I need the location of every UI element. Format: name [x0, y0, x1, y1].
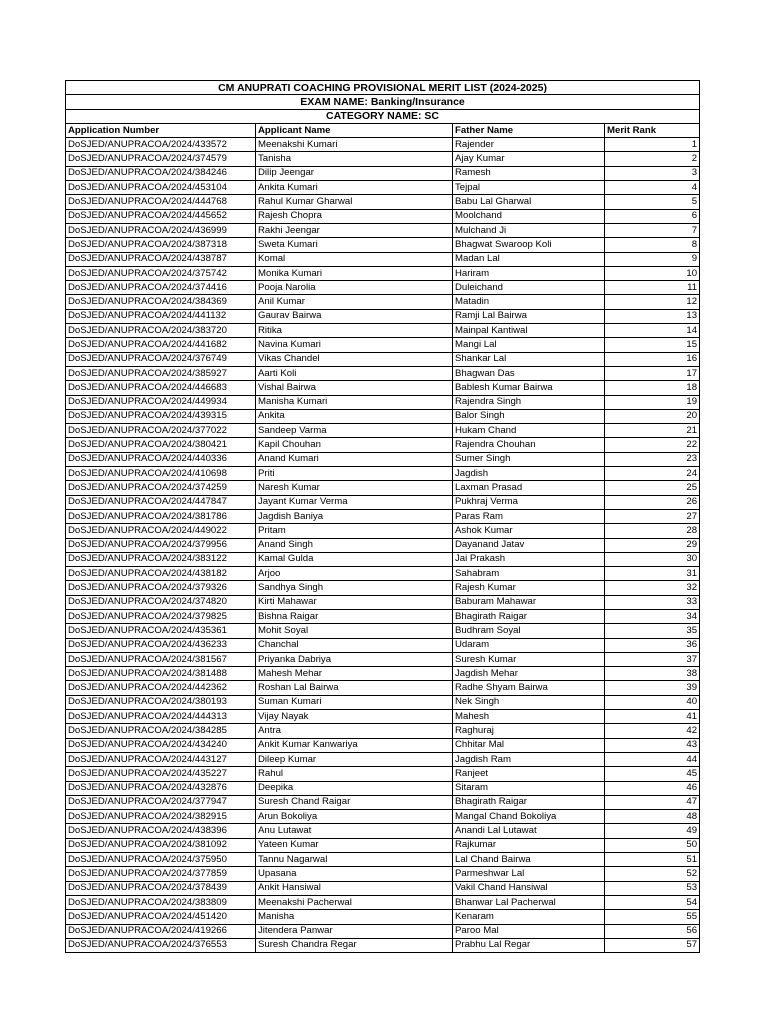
father-name-cell: Duleichand [453, 281, 605, 295]
application-number-cell: DoSJED/ANUPRACOA/2024/380421 [66, 438, 256, 452]
merit-rank-cell: 53 [605, 881, 700, 895]
merit-rank-cell: 45 [605, 767, 700, 781]
application-number-cell: DoSJED/ANUPRACOA/2024/441132 [66, 309, 256, 323]
application-number-cell: DoSJED/ANUPRACOA/2024/381092 [66, 838, 256, 852]
application-number-cell: DoSJED/ANUPRACOA/2024/374579 [66, 152, 256, 166]
application-number-cell: DoSJED/ANUPRACOA/2024/374259 [66, 481, 256, 495]
father-name-cell: Jai Prakash [453, 552, 605, 566]
father-name-cell: Suresh Kumar [453, 652, 605, 666]
document-title: CM ANUPRATI COACHING PROVISIONAL MERIT LIST (2024-2025) [66, 81, 700, 95]
application-number-cell: DoSJED/ANUPRACOA/2024/446683 [66, 381, 256, 395]
application-number-cell: DoSJED/ANUPRACOA/2024/383122 [66, 552, 256, 566]
merit-rank-cell: 36 [605, 638, 700, 652]
father-name-cell: Hukam Chand [453, 424, 605, 438]
merit-rank-cell: 51 [605, 853, 700, 867]
merit-rank-cell: 54 [605, 895, 700, 909]
table-row [66, 924, 700, 938]
column-header-merit-rank: Merit Rank [605, 123, 700, 137]
applicant-name-cell: Sweta Kumari [256, 238, 453, 252]
applicant-name-cell: Pritam [256, 524, 453, 538]
applicant-name-cell: Anand Singh [256, 538, 453, 552]
table-row [66, 824, 700, 838]
merit-rank-cell: 15 [605, 338, 700, 352]
application-number-cell: DoSJED/ANUPRACOA/2024/377022 [66, 424, 256, 438]
father-name-cell: Madan Lal [453, 252, 605, 266]
applicant-name-cell: Rajesh Chopra [256, 209, 453, 223]
father-name-cell: Moolchand [453, 209, 605, 223]
father-name-cell: Anandi Lal Lutawat [453, 824, 605, 838]
applicant-name-cell: Jagdish Baniya [256, 509, 453, 523]
table-row [66, 495, 700, 509]
merit-rank-cell: 28 [605, 524, 700, 538]
merit-rank-cell: 19 [605, 395, 700, 409]
application-number-cell: DoSJED/ANUPRACOA/2024/445652 [66, 209, 256, 223]
merit-rank-cell: 13 [605, 309, 700, 323]
table-row [66, 810, 700, 824]
applicant-name-cell: Priyanka Dabriya [256, 652, 453, 666]
father-name-cell: Udaram [453, 638, 605, 652]
table-row [66, 481, 700, 495]
application-number-cell: DoSJED/ANUPRACOA/2024/435361 [66, 624, 256, 638]
table-row [66, 838, 700, 852]
table-row [66, 552, 700, 566]
table-row [66, 223, 700, 237]
applicant-name-cell: Dileep Kumar [256, 752, 453, 766]
exam-name: EXAM NAME: Banking/Insurance [66, 95, 700, 109]
application-number-cell: DoSJED/ANUPRACOA/2024/387318 [66, 238, 256, 252]
merit-rank-cell: 44 [605, 752, 700, 766]
father-name-cell: Bhagirath Raigar [453, 609, 605, 623]
merit-rank-cell: 43 [605, 738, 700, 752]
table-row [66, 395, 700, 409]
table-row [66, 795, 700, 809]
table-row [66, 309, 700, 323]
applicant-name-cell: Roshan Lal Bairwa [256, 681, 453, 695]
applicant-name-cell: Kirti Mahawar [256, 595, 453, 609]
merit-rank-cell: 20 [605, 409, 700, 423]
table-row [66, 724, 700, 738]
merit-rank-cell: 21 [605, 424, 700, 438]
table-row [66, 681, 700, 695]
table-row [66, 266, 700, 280]
table-row [66, 752, 700, 766]
father-name-cell: Ashok Kumar [453, 524, 605, 538]
father-name-cell: Sumer Singh [453, 452, 605, 466]
application-number-cell: DoSJED/ANUPRACOA/2024/377947 [66, 795, 256, 809]
applicant-name-cell: Aarti Koli [256, 366, 453, 380]
father-name-cell: Bhanwar Lal Pacherwal [453, 895, 605, 909]
application-number-cell: DoSJED/ANUPRACOA/2024/379326 [66, 581, 256, 595]
application-number-cell: DoSJED/ANUPRACOA/2024/375950 [66, 853, 256, 867]
application-number-cell: DoSJED/ANUPRACOA/2024/438787 [66, 252, 256, 266]
father-name-cell: Raghuraj [453, 724, 605, 738]
table-row [66, 652, 700, 666]
application-number-cell: DoSJED/ANUPRACOA/2024/410698 [66, 467, 256, 481]
application-number-cell: DoSJED/ANUPRACOA/2024/438182 [66, 567, 256, 581]
table-row [66, 881, 700, 895]
merit-rank-cell: 12 [605, 295, 700, 309]
merit-rank-cell: 26 [605, 495, 700, 509]
application-number-cell: DoSJED/ANUPRACOA/2024/443127 [66, 752, 256, 766]
father-name-cell: Paras Ram [453, 509, 605, 523]
merit-rank-cell: 16 [605, 352, 700, 366]
merit-rank-cell: 34 [605, 609, 700, 623]
merit-rank-cell: 23 [605, 452, 700, 466]
father-name-cell: Mangal Chand Bokoliya [453, 810, 605, 824]
father-name-cell: Jagdish Ram [453, 752, 605, 766]
father-name-cell: Dayanand Jatav [453, 538, 605, 552]
application-number-cell: DoSJED/ANUPRACOA/2024/451420 [66, 910, 256, 924]
table-row [66, 438, 700, 452]
father-name-cell: Baburam Mahawar [453, 595, 605, 609]
table-row [66, 281, 700, 295]
application-number-cell: DoSJED/ANUPRACOA/2024/441682 [66, 338, 256, 352]
applicant-name-cell: Monika Kumari [256, 266, 453, 280]
application-number-cell: DoSJED/ANUPRACOA/2024/374820 [66, 595, 256, 609]
applicant-name-cell: Anu Lutawat [256, 824, 453, 838]
application-number-cell: DoSJED/ANUPRACOA/2024/376749 [66, 352, 256, 366]
application-number-cell: DoSJED/ANUPRACOA/2024/453104 [66, 181, 256, 195]
application-number-cell: DoSJED/ANUPRACOA/2024/436233 [66, 638, 256, 652]
table-row [66, 638, 700, 652]
father-name-cell: Bablesh Kumar Bairwa [453, 381, 605, 395]
merit-rank-cell: 39 [605, 681, 700, 695]
father-name-cell: Rajesh Kumar [453, 581, 605, 595]
table-row [66, 195, 700, 209]
table-row [66, 938, 700, 952]
application-number-cell: DoSJED/ANUPRACOA/2024/381567 [66, 652, 256, 666]
father-name-cell: Nek Singh [453, 695, 605, 709]
father-name-cell: Ramji Lal Bairwa [453, 309, 605, 323]
father-name-cell: Lal Chand Bairwa [453, 853, 605, 867]
applicant-name-cell: Rakhi Jeengar [256, 223, 453, 237]
applicant-name-cell: Mahesh Mehar [256, 667, 453, 681]
father-name-cell: Ajay Kumar [453, 152, 605, 166]
table-row [66, 295, 700, 309]
applicant-name-cell: Vishal Bairwa [256, 381, 453, 395]
applicant-name-cell: Gaurav Bairwa [256, 309, 453, 323]
merit-rank-cell: 5 [605, 195, 700, 209]
application-number-cell: DoSJED/ANUPRACOA/2024/374416 [66, 281, 256, 295]
category-row [66, 109, 700, 123]
application-number-cell: DoSJED/ANUPRACOA/2024/435227 [66, 767, 256, 781]
father-name-cell: Pukhraj Verma [453, 495, 605, 509]
father-name-cell: Bhagirath Raigar [453, 795, 605, 809]
table-row [66, 524, 700, 538]
table-row [66, 338, 700, 352]
title-row [66, 81, 700, 95]
merit-rank-cell: 50 [605, 838, 700, 852]
application-number-cell: DoSJED/ANUPRACOA/2024/419266 [66, 924, 256, 938]
father-name-cell: Sitaram [453, 781, 605, 795]
application-number-cell: DoSJED/ANUPRACOA/2024/449022 [66, 524, 256, 538]
merit-rank-cell: 33 [605, 595, 700, 609]
table-row [66, 767, 700, 781]
table-row [66, 424, 700, 438]
father-name-cell: Laxman Prasad [453, 481, 605, 495]
applicant-name-cell: Ankit Kumar Kanwariya [256, 738, 453, 752]
merit-rank-cell: 47 [605, 795, 700, 809]
merit-rank-cell: 9 [605, 252, 700, 266]
applicant-name-cell: Jayant Kumar Verma [256, 495, 453, 509]
merit-rank-cell: 11 [605, 281, 700, 295]
column-header-application-number: Application Number [66, 123, 256, 137]
table-row [66, 509, 700, 523]
applicant-name-cell: Tannu Nagarwal [256, 853, 453, 867]
father-name-cell: Ramesh [453, 166, 605, 180]
merit-rank-cell: 10 [605, 266, 700, 280]
father-name-cell: Mainpal Kantiwal [453, 324, 605, 338]
merit-rank-cell: 42 [605, 724, 700, 738]
merit-rank-cell: 38 [605, 667, 700, 681]
applicant-name-cell: Vikas Chandel [256, 352, 453, 366]
father-name-cell: Rajendra Chouhan [453, 438, 605, 452]
merit-rank-cell: 8 [605, 238, 700, 252]
father-name-cell: Budhram Soyal [453, 624, 605, 638]
father-name-cell: Balor Singh [453, 409, 605, 423]
father-name-cell: Parmeshwar Lal [453, 867, 605, 881]
application-number-cell: DoSJED/ANUPRACOA/2024/436999 [66, 223, 256, 237]
father-name-cell: Mahesh [453, 710, 605, 724]
application-number-cell: DoSJED/ANUPRACOA/2024/442362 [66, 681, 256, 695]
merit-rank-cell: 46 [605, 781, 700, 795]
application-number-cell: DoSJED/ANUPRACOA/2024/383809 [66, 895, 256, 909]
table-row [66, 181, 700, 195]
merit-rank-cell: 37 [605, 652, 700, 666]
table-row [66, 381, 700, 395]
merit-rank-cell: 7 [605, 223, 700, 237]
application-number-cell: DoSJED/ANUPRACOA/2024/384369 [66, 295, 256, 309]
applicant-name-cell: Komal [256, 252, 453, 266]
category-name: CATEGORY NAME: SC [66, 109, 700, 123]
merit-rank-cell: 24 [605, 467, 700, 481]
merit-rank-cell: 17 [605, 366, 700, 380]
column-header-applicant-name: Applicant Name [256, 123, 453, 137]
applicant-name-cell: Ankita [256, 409, 453, 423]
application-number-cell: DoSJED/ANUPRACOA/2024/381488 [66, 667, 256, 681]
applicant-name-cell: Arun Bokoliya [256, 810, 453, 824]
applicant-name-cell: Sandhya Singh [256, 581, 453, 595]
table-row [66, 695, 700, 709]
applicant-name-cell: Suresh Chand Raigar [256, 795, 453, 809]
application-number-cell: DoSJED/ANUPRACOA/2024/384246 [66, 166, 256, 180]
applicant-name-cell: Naresh Kumar [256, 481, 453, 495]
application-number-cell: DoSJED/ANUPRACOA/2024/444313 [66, 710, 256, 724]
applicant-name-cell: Anil Kumar [256, 295, 453, 309]
merit-rank-cell: 55 [605, 910, 700, 924]
father-name-cell: Prabhu Lal Regar [453, 938, 605, 952]
table-row [66, 867, 700, 881]
table-row [66, 138, 700, 152]
application-number-cell: DoSJED/ANUPRACOA/2024/433572 [66, 138, 256, 152]
application-number-cell: DoSJED/ANUPRACOA/2024/444768 [66, 195, 256, 209]
father-name-cell: Shankar Lal [453, 352, 605, 366]
applicant-name-cell: Mohit Soyal [256, 624, 453, 638]
table-row [66, 781, 700, 795]
applicant-name-cell: Anand Kumari [256, 452, 453, 466]
applicant-name-cell: Bishna Raigar [256, 609, 453, 623]
table-row [66, 895, 700, 909]
applicant-name-cell: Dilip Jeengar [256, 166, 453, 180]
table-row [66, 152, 700, 166]
table-row [66, 609, 700, 623]
father-name-cell: Ranjeet [453, 767, 605, 781]
applicant-name-cell: Yateen Kumar [256, 838, 453, 852]
applicant-name-cell: Rahul Kumar Gharwal [256, 195, 453, 209]
application-number-cell: DoSJED/ANUPRACOA/2024/377859 [66, 867, 256, 881]
merit-list-table [65, 80, 700, 953]
merit-rank-cell: 49 [605, 824, 700, 838]
father-name-cell: Rajendra Singh [453, 395, 605, 409]
merit-rank-cell: 31 [605, 567, 700, 581]
applicant-name-cell: Jitendera Panwar [256, 924, 453, 938]
merit-rank-cell: 6 [605, 209, 700, 223]
application-number-cell: DoSJED/ANUPRACOA/2024/447847 [66, 495, 256, 509]
father-name-cell: Bhagwat Swaroop Koli [453, 238, 605, 252]
table-row [66, 352, 700, 366]
father-name-cell: Hariram [453, 266, 605, 280]
merit-rank-cell: 22 [605, 438, 700, 452]
applicant-name-cell: Meenakshi Pacherwal [256, 895, 453, 909]
application-number-cell: DoSJED/ANUPRACOA/2024/378439 [66, 881, 256, 895]
merit-rank-cell: 57 [605, 938, 700, 952]
father-name-cell: Sahabram [453, 567, 605, 581]
applicant-name-cell: Kamal Gulda [256, 552, 453, 566]
table-row [66, 252, 700, 266]
merit-rank-cell: 27 [605, 509, 700, 523]
exam-row [66, 95, 700, 109]
father-name-cell: Mangi Lal [453, 338, 605, 352]
application-number-cell: DoSJED/ANUPRACOA/2024/380193 [66, 695, 256, 709]
merit-rank-cell: 56 [605, 924, 700, 938]
applicant-name-cell: Manisha Kumari [256, 395, 453, 409]
merit-rank-cell: 14 [605, 324, 700, 338]
application-number-cell: DoSJED/ANUPRACOA/2024/379825 [66, 609, 256, 623]
application-number-cell: DoSJED/ANUPRACOA/2024/381786 [66, 509, 256, 523]
applicant-name-cell: Priti [256, 467, 453, 481]
table-row [66, 853, 700, 867]
table-row [66, 595, 700, 609]
column-header-row [66, 123, 700, 137]
applicant-name-cell: Sandeep Varma [256, 424, 453, 438]
application-number-cell: DoSJED/ANUPRACOA/2024/439315 [66, 409, 256, 423]
applicant-name-cell: Suman Kumari [256, 695, 453, 709]
applicant-name-cell: Deepika [256, 781, 453, 795]
applicant-name-cell: Meenakshi Kumari [256, 138, 453, 152]
applicant-name-cell: Manisha [256, 910, 453, 924]
father-name-cell: Vakil Chand Hansiwal [453, 881, 605, 895]
applicant-name-cell: Upasana [256, 867, 453, 881]
table-row [66, 209, 700, 223]
merit-rank-cell: 40 [605, 695, 700, 709]
application-number-cell: DoSJED/ANUPRACOA/2024/384285 [66, 724, 256, 738]
merit-rank-cell: 1 [605, 138, 700, 152]
table-row [66, 738, 700, 752]
table-row [66, 366, 700, 380]
applicant-name-cell: Antra [256, 724, 453, 738]
merit-rank-cell: 18 [605, 381, 700, 395]
table-row [66, 581, 700, 595]
merit-rank-cell: 32 [605, 581, 700, 595]
father-name-cell: Rajender [453, 138, 605, 152]
application-number-cell: DoSJED/ANUPRACOA/2024/375742 [66, 266, 256, 280]
applicant-name-cell: Navina Kumari [256, 338, 453, 352]
father-name-cell: Paroo Mal [453, 924, 605, 938]
table-row [66, 910, 700, 924]
merit-rank-cell: 2 [605, 152, 700, 166]
merit-rank-cell: 35 [605, 624, 700, 638]
applicant-name-cell: Arjoo [256, 567, 453, 581]
application-number-cell: DoSJED/ANUPRACOA/2024/438396 [66, 824, 256, 838]
table-row [66, 166, 700, 180]
applicant-name-cell: Tanisha [256, 152, 453, 166]
table-row [66, 409, 700, 423]
applicant-name-cell: Ankita Kumari [256, 181, 453, 195]
father-name-cell: Tejpal [453, 181, 605, 195]
father-name-cell: Kenaram [453, 910, 605, 924]
table-row [66, 710, 700, 724]
father-name-cell: Bhagwan Das [453, 366, 605, 380]
father-name-cell: Matadin [453, 295, 605, 309]
table-row [66, 624, 700, 638]
table-row [66, 538, 700, 552]
application-number-cell: DoSJED/ANUPRACOA/2024/376553 [66, 938, 256, 952]
applicant-name-cell: Kapil Chouhan [256, 438, 453, 452]
merit-rank-cell: 41 [605, 710, 700, 724]
applicant-name-cell: Ritika [256, 324, 453, 338]
father-name-cell: Radhe Shyam Bairwa [453, 681, 605, 695]
applicant-name-cell: Pooja Narolia [256, 281, 453, 295]
father-name-cell: Rajkumar [453, 838, 605, 852]
column-header-father-name: Father Name [453, 123, 605, 137]
merit-rank-cell: 52 [605, 867, 700, 881]
merit-rank-cell: 29 [605, 538, 700, 552]
application-number-cell: DoSJED/ANUPRACOA/2024/382915 [66, 810, 256, 824]
merit-rank-cell: 4 [605, 181, 700, 195]
applicant-name-cell: Suresh Chandra Regar [256, 938, 453, 952]
merit-rank-cell: 3 [605, 166, 700, 180]
table-row [66, 467, 700, 481]
applicant-name-cell: Chanchal [256, 638, 453, 652]
merit-rank-cell: 25 [605, 481, 700, 495]
application-number-cell: DoSJED/ANUPRACOA/2024/449934 [66, 395, 256, 409]
table-row [66, 567, 700, 581]
merit-rank-cell: 30 [605, 552, 700, 566]
applicant-name-cell: Vijay Nayak [256, 710, 453, 724]
table-row [66, 238, 700, 252]
application-number-cell: DoSJED/ANUPRACOA/2024/379956 [66, 538, 256, 552]
table-row [66, 452, 700, 466]
applicant-name-cell: Ankit Hansiwal [256, 881, 453, 895]
application-number-cell: DoSJED/ANUPRACOA/2024/440336 [66, 452, 256, 466]
application-number-cell: DoSJED/ANUPRACOA/2024/385927 [66, 366, 256, 380]
table-row [66, 324, 700, 338]
father-name-cell: Chhitar Mal [453, 738, 605, 752]
table-row [66, 667, 700, 681]
application-number-cell: DoSJED/ANUPRACOA/2024/432876 [66, 781, 256, 795]
application-number-cell: DoSJED/ANUPRACOA/2024/434240 [66, 738, 256, 752]
table-body [66, 138, 700, 953]
merit-rank-cell: 48 [605, 810, 700, 824]
father-name-cell: Mulchand Ji [453, 223, 605, 237]
applicant-name-cell: Rahul [256, 767, 453, 781]
father-name-cell: Babu Lal Gharwal [453, 195, 605, 209]
application-number-cell: DoSJED/ANUPRACOA/2024/383720 [66, 324, 256, 338]
father-name-cell: Jagdish [453, 467, 605, 481]
father-name-cell: Jagdish Mehar [453, 667, 605, 681]
